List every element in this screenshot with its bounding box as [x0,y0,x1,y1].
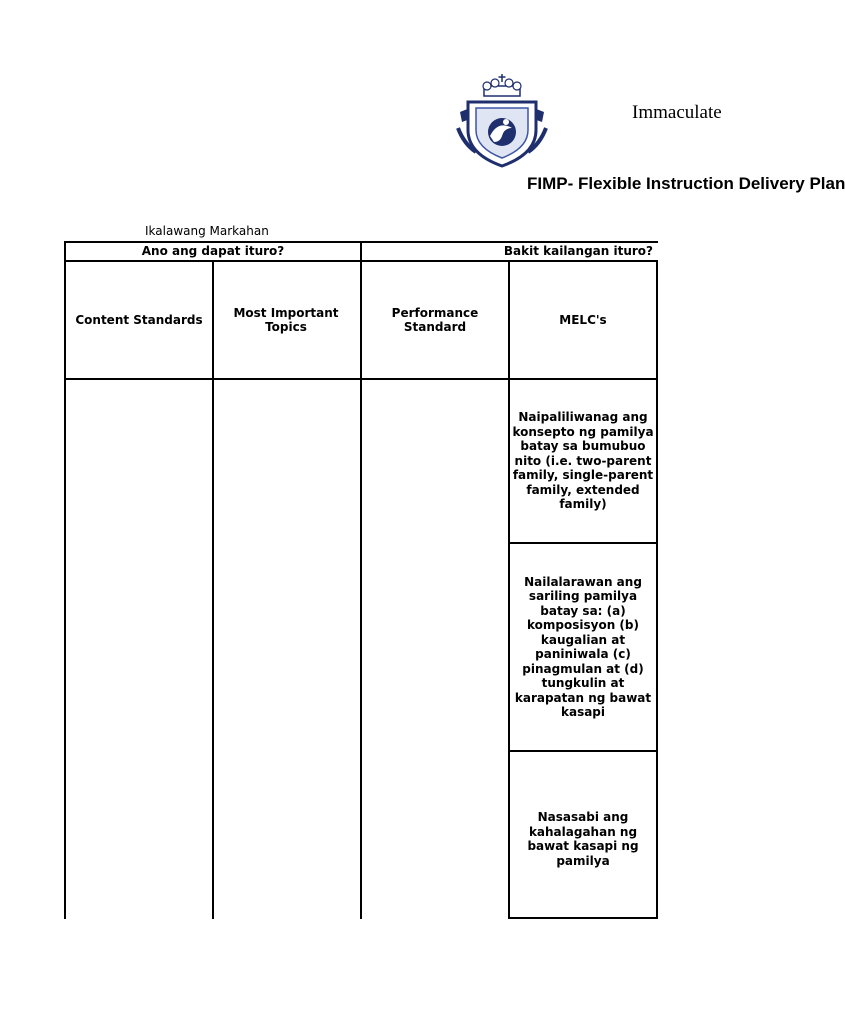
quarter-label: Ikalawang Markahan [145,224,269,238]
school-name: Immaculate [632,102,722,123]
document-title: FIMP- Flexible Instruction Delivery Plan [527,174,845,193]
group-header-what: Ano ang dapat ituro? [141,244,285,259]
column-header-content-standards: Content Standards [75,312,203,327]
column-divider [212,260,214,919]
column-header-most-important-topics: Most Important Topics [233,305,339,334]
melc-cell: Naipaliliwanag ang konsepto ng pamilya batay sa bumubuo nito (i.e. two-parent family, single-parent family, extended family) [512,410,654,512]
column-header-melcs: MELC's [559,312,607,327]
column-header-performance-standard: Performance Standard [391,305,479,334]
melc-cell: Nasasabi ang kahalagahan ng bawat kasapi ng pamilya [527,810,639,868]
column-divider [656,260,658,919]
group-header-why: Bakit kailangan ituro? [503,244,653,259]
melc-cell: Nailalarawan ang sariling pamilya batay sa: (a) komposisyon (b) kaugalian at paniniwala (c) pinagmulan at (d) tungkulin at karapatan ng bawat kasapi [514,574,652,719]
